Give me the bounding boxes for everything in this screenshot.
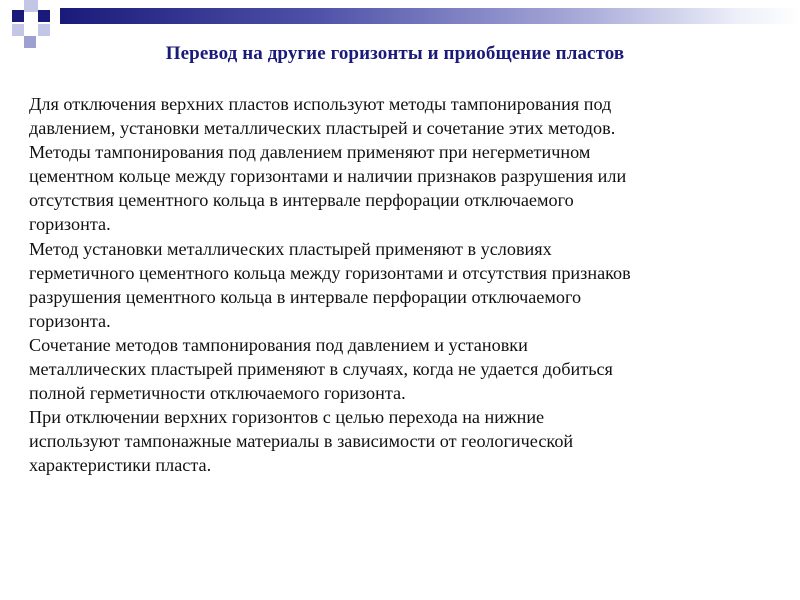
square-decoration xyxy=(24,0,38,12)
text-line: разрушения цементного кольца в интервале перфорации отключаемого xyxy=(29,286,582,307)
text-line: металлических пластырей применяют в случаях, когда не удается добиться xyxy=(29,359,613,380)
square-decoration xyxy=(38,10,50,22)
square-decoration xyxy=(38,24,50,36)
header-gradient-bar xyxy=(60,8,800,24)
text-line: цементном кольце между горизонтами и наличии признаков разрушения или xyxy=(29,166,627,187)
text-line: отсутствия цементного кольца в интервале перфорации отключаемого xyxy=(29,190,574,211)
text-line: При отключении верхних горизонтов с целью перехода на нижние xyxy=(29,407,545,428)
square-decoration xyxy=(12,24,24,36)
text-line: Методы тампонирования под давлением применяют при негерметичном xyxy=(29,142,591,163)
text-line: Метод установки металлических пластырей применяют в условиях xyxy=(29,238,552,259)
body-text xyxy=(29,92,779,478)
text-line: горизонта. xyxy=(29,214,111,235)
text-line: используют тампонажные материалы в зависимости от геологической xyxy=(29,431,574,452)
text-line: полной герметичности отключаемого горизонта. xyxy=(29,383,406,404)
text-line: Сочетание методов тампонирования под давлением и установки xyxy=(29,334,528,355)
text-line: горизонта. xyxy=(29,310,111,331)
text-line: характеристики пласта. xyxy=(29,455,212,476)
square-decoration xyxy=(12,10,24,22)
slide-title: Перевод на другие горизонты и приобщение пластов xyxy=(165,43,625,64)
text-line: Для отключения верхних пластов используют методы тампонирования под xyxy=(29,94,612,114)
text-line: герметичного цементного кольца между горизонтами и отсутствия признаков xyxy=(29,262,631,283)
square-decoration xyxy=(24,36,36,48)
text-line: давлением, установки металлических пластырей и сочетание этих методов. xyxy=(29,118,616,139)
